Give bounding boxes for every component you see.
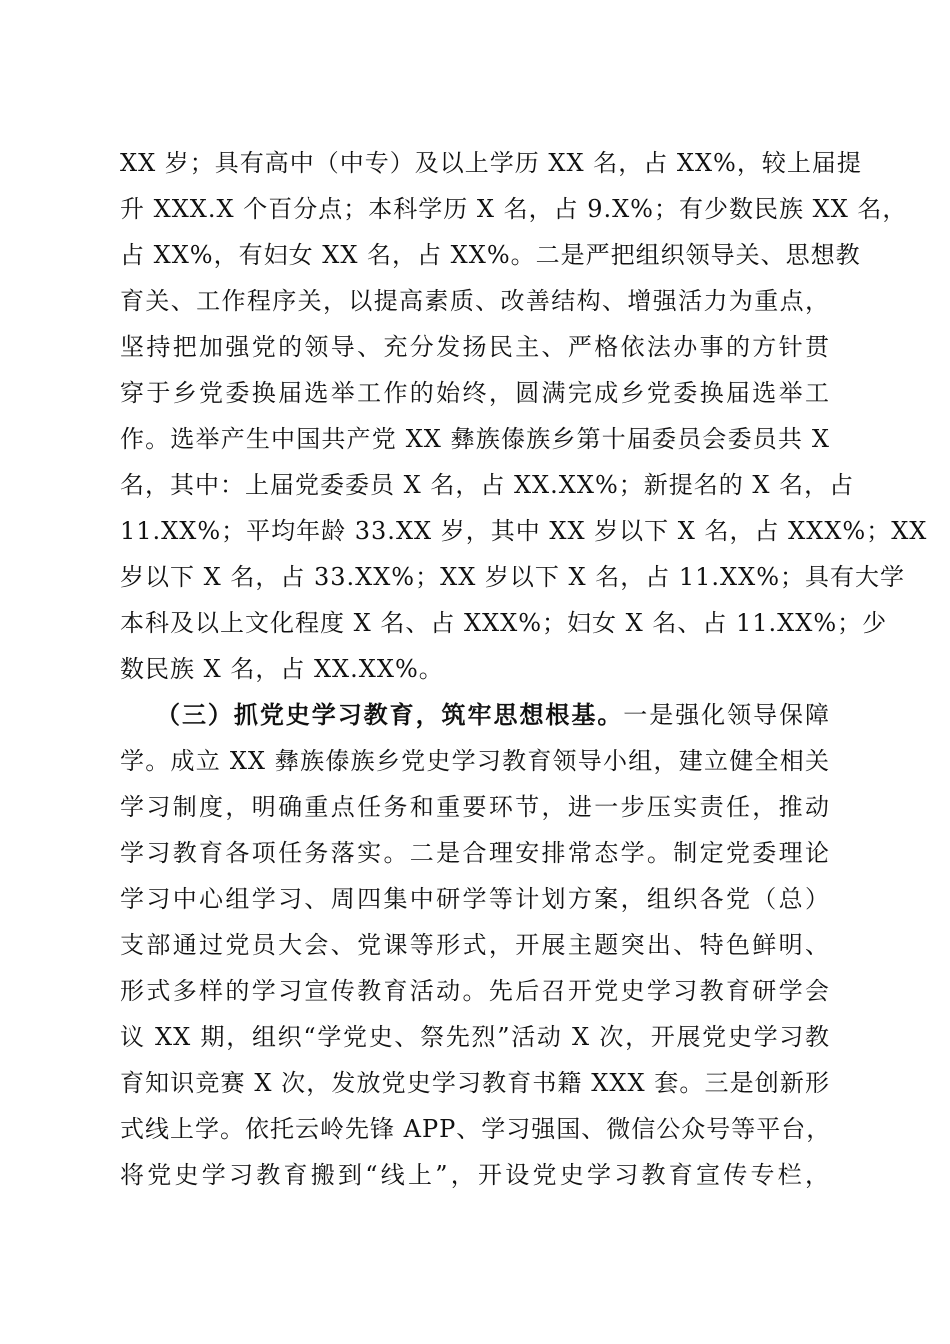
text-line: XX 岁；具有高中（中专）及以上学历 XX 名，占 XX%，较上届提 [120, 149, 862, 177]
text-line: 式线上学。依托云岭先锋 APP、学习强国、微信公众号等平台， [120, 1115, 832, 1143]
text-line: 学。成立 XX 彝族傣族乡党史学习教育领导小组，建立健全相关 [120, 747, 830, 775]
text-line: 学习教育各项任务落实。二是合理安排常态学。制定党委理论 [120, 839, 830, 867]
text-line: 岁以下 X 名，占 33.XX%；XX 岁以下 X 名，占 11.XX%；具有大学 [120, 563, 906, 591]
text-line: 学习中心组学习、周四集中研学等计划方案，组织各党（总） [120, 885, 830, 913]
section-heading: （三）抓党史学习教育，筑牢思想根基。 [156, 700, 624, 729]
text-line: 本科及以上文化程度 X 名、占 XXX%；妇女 X 名、占 11.XX%；少 [120, 609, 888, 637]
text-line: 数民族 X 名，占 XX.XX%。 [120, 655, 444, 683]
text-line: 将党史学习教育搬到“线上”，开设党史学习教育宣传专栏， [120, 1161, 830, 1189]
text-line: 学习制度，明确重点任务和重要环节，进一步压实责任，推动 [120, 793, 830, 821]
text-line: 占 XX%，有妇女 XX 名，占 XX%。二是严把组织领导关、思想教 [120, 241, 861, 269]
text-line: 作。选举产生中国共产党 XX 彝族傣族乡第十届委员会委员共 X [120, 425, 830, 453]
text-line: 育知识竞赛 X 次，发放党史学习教育书籍 XXX 套。三是创新形 [120, 1069, 830, 1097]
text-line: 坚持把加强党的领导、充分发扬民主、严格依法办事的方针贯 [120, 333, 830, 361]
body-text [120, 140, 928, 1198]
text-line: 穿于乡党委换届选举工作的始终，圆满完成乡党委换届选举工 [120, 379, 830, 407]
text-line: 升 XXX.X 个百分点；本科学历 X 名，占 9.X%；有少数民族 XX 名， [120, 195, 908, 223]
paragraph-first-line [120, 692, 830, 738]
text-line: 形式多样的学习宣传教育活动。先后召开党史学习教育研学会 [120, 977, 830, 1005]
text-line: 11.XX%；平均年龄 33.XX 岁，其中 XX 岁以下 X 名，占 XXX%；XX [120, 517, 928, 545]
text-line: 支部通过党员大会、党课等形式，开展主题突出、特色鲜明、 [120, 931, 830, 959]
text-line: 育关、工作程序关，以提高素质、改善结构、增强活力为重点， [120, 287, 830, 315]
text-line: 议 XX 期，组织“学党史、祭先烈”活动 X 次，开展党史学习教 [120, 1023, 830, 1051]
text-run: 一是强化领导保障 [623, 701, 831, 729]
text-line: 名，其中：上届党委委员 X 名，占 XX.XX%；新提名的 X 名，占 [120, 471, 855, 499]
